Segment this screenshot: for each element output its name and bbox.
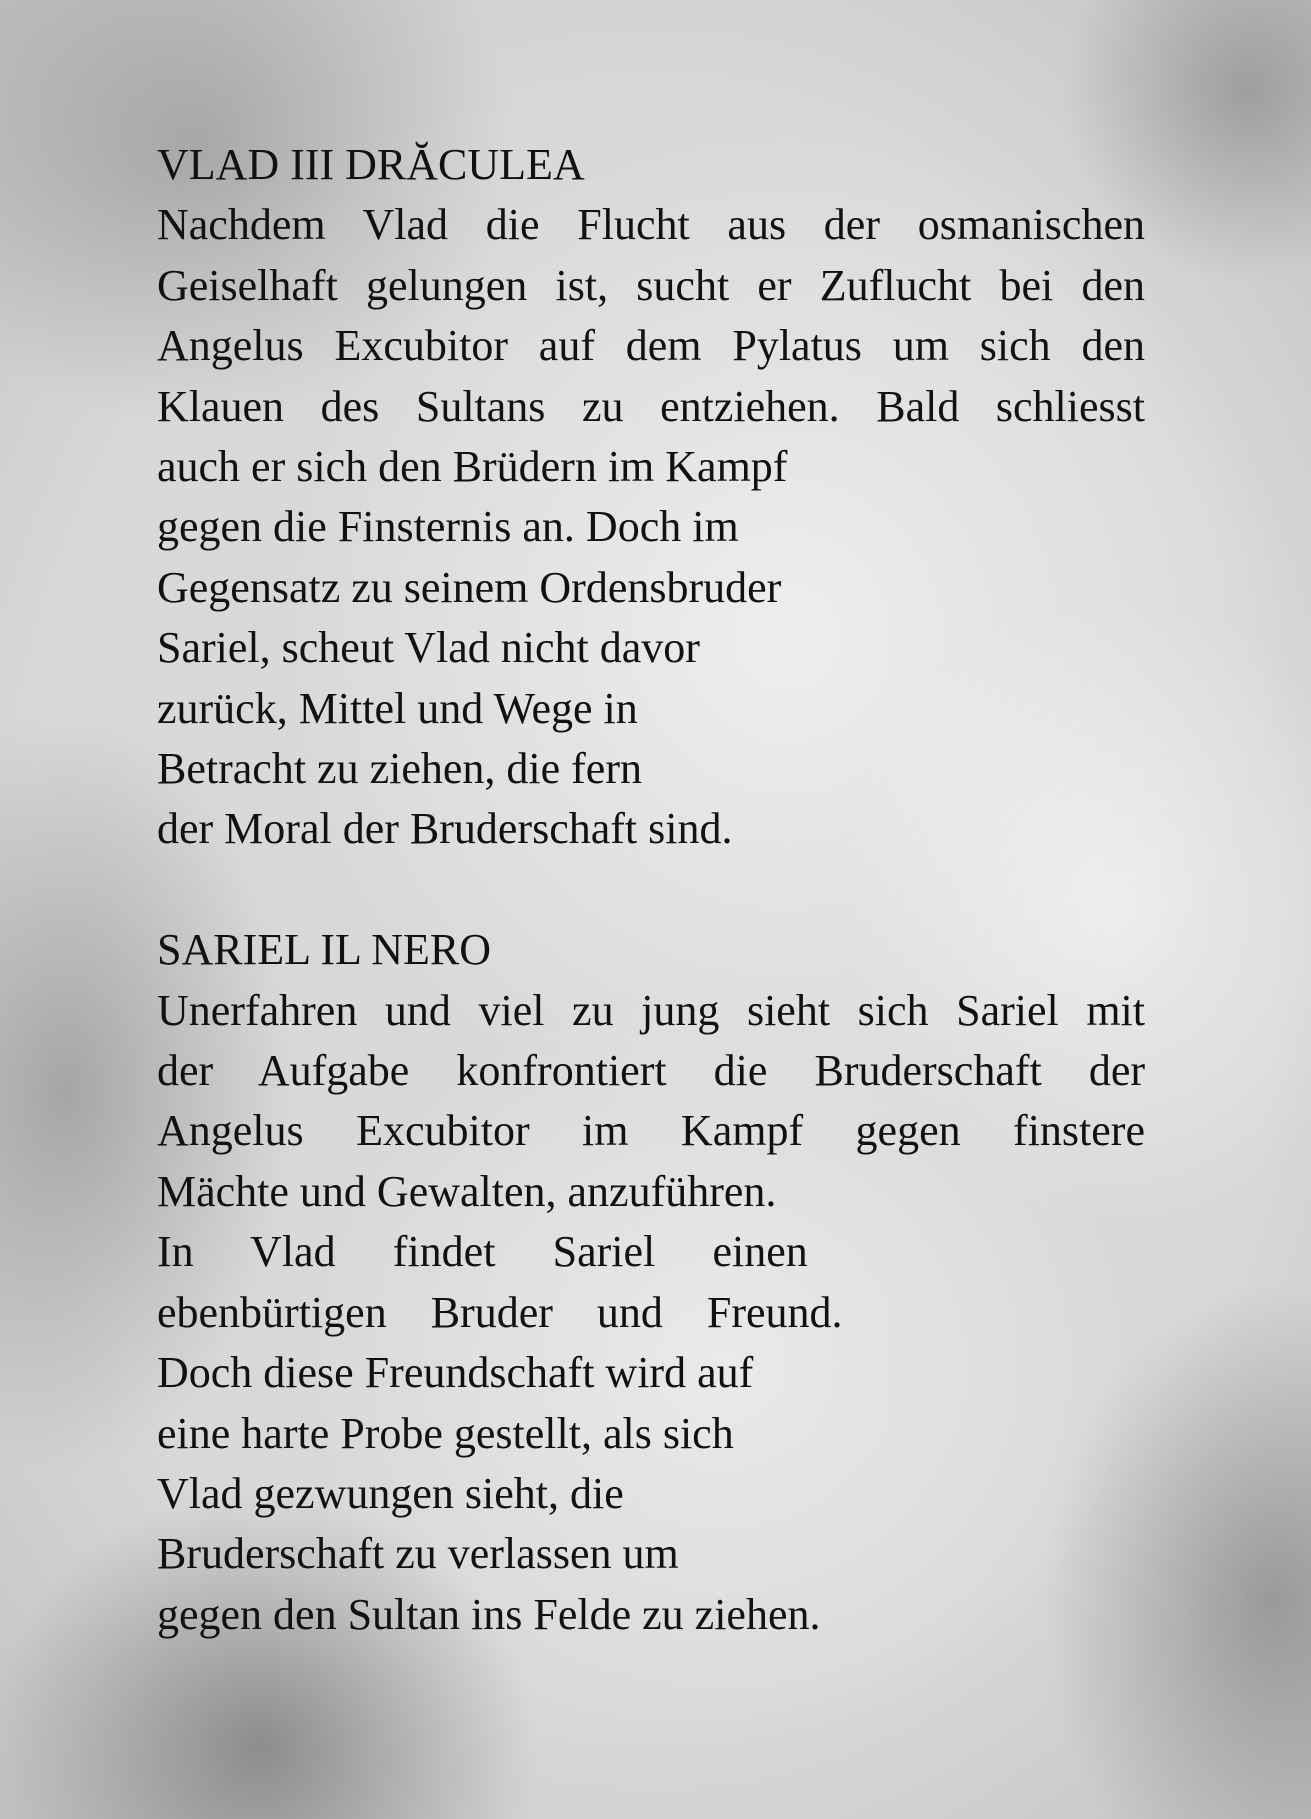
text-line: zurück, Mittel und Wege in [157, 683, 638, 733]
text-line: Vlad gezwungen sieht, die [157, 1468, 624, 1518]
text-line: Angelus Excubitor im Kampf gegen finstere [157, 1106, 1145, 1156]
text-line: Unerfahren und viel zu jung sieht sich Sariel mit [157, 985, 1145, 1035]
section-heading: VLAD III DRĂCULEA [157, 140, 585, 189]
text-line: Bruderschaft zu verlassen um [157, 1529, 679, 1579]
section-sariel [157, 920, 1145, 1645]
text-line: Geiselhaft gelungen ist, sucht er Zuflucht bei den [157, 260, 1145, 310]
text-line: Angelus Excubitor auf dem Pylatus um sich den [157, 321, 1145, 371]
text-line: der Moral der Bruderschaft sind. [157, 804, 733, 854]
text-line: Sariel, scheut Vlad nicht davor [157, 623, 700, 673]
text-line: Nachdem Vlad die Flucht aus der osmanischen [157, 200, 1145, 250]
text-line: eine harte Probe gestellt, als sich [157, 1408, 734, 1458]
section-heading: SARIEL IL NERO [157, 925, 492, 975]
text-line: Betracht zu ziehen, die fern [157, 744, 642, 794]
text-line: Doch diese Freundschaft wird auf [157, 1348, 754, 1398]
section-vlad [157, 135, 1145, 860]
text-line: gegen den Sultan ins Felde zu ziehen. [157, 1589, 821, 1639]
text-line: In Vlad findet Sariel einen [157, 1227, 808, 1277]
text-line: ebenbürtigen Bruder und Freund. [157, 1287, 843, 1337]
text-line: Klauen des Sultans zu entziehen. Bald schliesst [157, 381, 1145, 431]
text-line: der Aufgabe konfrontiert die Bruderschaft der [157, 1046, 1145, 1096]
text-line: auch er sich den Brüdern im Kampf [157, 442, 788, 492]
text-line: Gegensatz zu seinem Ordensbruder [157, 562, 782, 612]
text-line: Mächte und Gewalten, anzuführen. [157, 1166, 777, 1216]
text-line: gegen die Finsternis an. Doch im [157, 502, 739, 552]
page-text [157, 135, 1145, 1645]
